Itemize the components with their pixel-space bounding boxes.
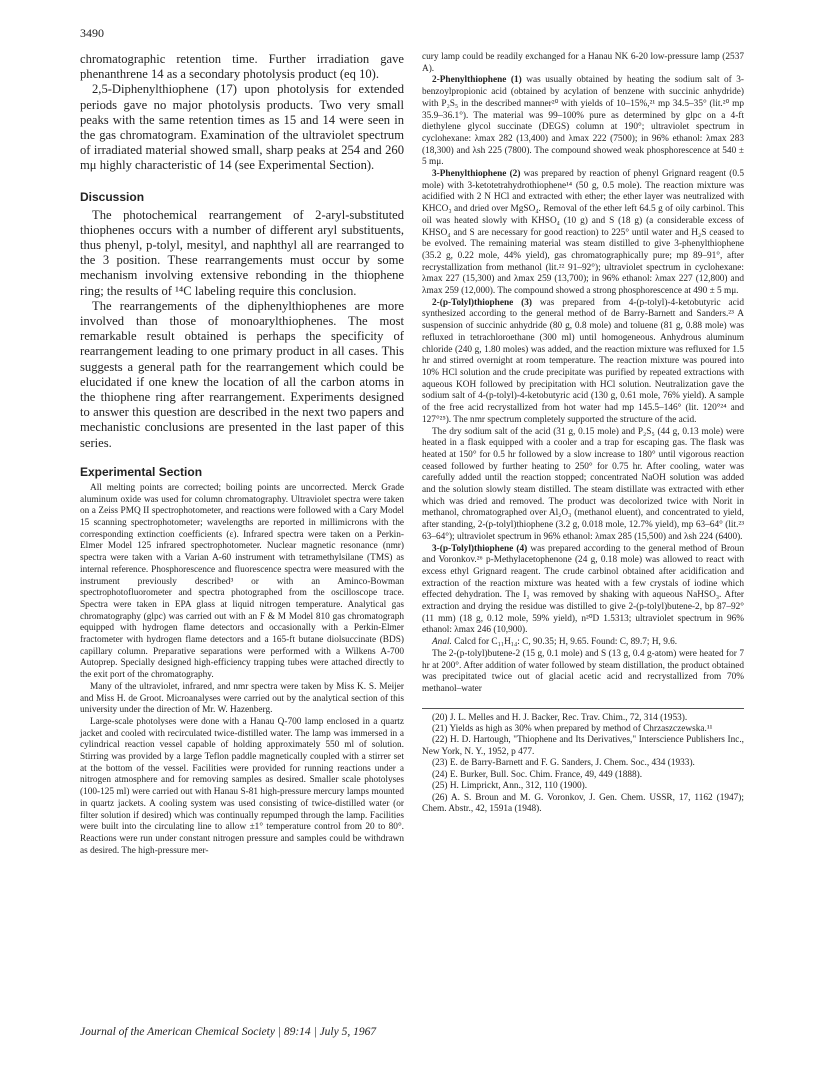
right-column: [422, 52, 744, 815]
analysis-label: Anal.: [432, 637, 452, 648]
body-paragraph: 2,5-Diphenylthiophene (17) upon photolysis for extended periods gave no major photolysis products. Two very small peaks with the same retention times as 15 and 14 were seen in the gas chromatogram. Examination of the ultraviolet spectrum of irradiated material showed small, sharp peaks at 254 and 260 mμ highly characteristic of 14 (see Experimental Section).: [80, 82, 404, 173]
footnote: (24) E. Burker, Bull. Soc. Chim. France, 49, 449 (1888).: [432, 769, 643, 780]
footnote: (21) Yields as high as 30% when prepared by method of Chrzaszczewska.¹¹: [432, 724, 713, 735]
body-paragraph: The photochemical rearrangement of 2-aryl-substituted thiophenes occurs with a number of different aryl substituents, thus phenyl, p-tolyl, mesityl, and naphthyl all are rearranged to the 3 position. These rearrangements must occur by some mechanism involving extensive rebonding in the thiophene ring; the results of ¹⁴C labeling require this conclusion.: [80, 207, 404, 298]
discussion-heading: Discussion: [80, 189, 145, 204]
closing-paragraph: The 2-(p-tolyl)butene-2 (15 g, 0.1 mole) and S (13 g, 0.4 g-atom) were heated for 7 hr at 200°. After addition of water followed by steam distillation, the product obtained was precipitated twice out of glacial acetic acid and recrystallized from 70% methanol–water: [422, 648, 744, 694]
footnote: (20) J. L. Melles and H. J. Backer, Rec. Trav. Chim., 72, 314 (1953).: [432, 712, 688, 723]
compound-heading: 2-Phenylthiophene (1): [432, 75, 522, 86]
experimental-paragraph: All melting points are corrected; boiling points are uncorrected. Merck Grade aluminum oxide was used for column chromatography. Ultraviolet spectra were taken on a Zeiss PMQ II spectrophotometer, and reactions were followed with a Cary Model 15 scanning spectrophotometer; wavelengths are reported in millimicrons with the corresponding extinction coefficients (ε). Infrared spectra were taken on a Perkin-Elmer Model 125 infrared spectrophotometer. Nuclear magnetic resonance (nmr) spectra were taken with a Varian A-60 instrument with tetramethylsilane (TMS) as internal reference. Phosphorescence and fluorescence spectra were measured with the instrument previously described³ or with an Aminco-Bowman spectrophotofluorometer and spectra photographed from the oscilloscope trace. Spectra were taken in EPA glass at liquid nitrogen temperature. Analytical gas chromatography (glpc) was carried out with an F & M Model 810 gas chromatograph equipped with hydrogen flame detectors and occasionally with a Perkin-Elmer fractometer with hydrogen flame detectors and a 165-ft butane diolsuccinate (BDS) capillary column. Preparative separations were performed with a Wilkens A-700 Autoprep. Specially designed high-efficiency trapping tubes were attached directly to the exit port of the chromatography.: [80, 482, 404, 681]
compound-text: was prepared from 4-(p-tolyl)-4-ketobutyric acid synthesized according to the general method of de Barry-Barnett and Sanders.²³ A suspension of succinic anhydride (80 g, 0.8 mole) and toluene (81 g, 0.88 mole) was refluxed in tetrachloroethane (300 ml) until homogeneous. Anhydrous aluminum chloride (240 g, 1.80 moles) was added, and the reaction mixture was refluxed for 1.5 hr and stirred overnight at room temperature. The reaction mixture was poured into 10% HCl solution and the crude precipitate was purified by repeated extractions with aqueous KOH followed by precipitation with HCl solution. Neutralization gave the sodium salt of 4-(p-tolyl)-4-ketobutyric acid (130 g, 0.61 mole, 76% yield). A sample of the free acid recrystallized from hot water had mp 145.5–146° (lit. 120°²⁴ and 127°²⁵). The nmr spectrum completely supported the structure of the acid.: [422, 297, 744, 425]
footnote: (25) H. Limprickt, Ann., 312, 110 (1900).: [432, 781, 588, 792]
experimental-heading: Experimental Section: [80, 464, 203, 479]
compound-text: was prepared by reaction of phenyl Grignard reagent (0.5 mole) with 3-ketotetrahydrothiophene¹⁴ (50 g, 0.5 mole). The reaction mixture was acidified with 2 N HCl and extracted with ether; the ether layer was neutralized with KHCO₃ and dried over MgSO₄. Removal of the ether left 64.5 g of oily carbinol. This oil was heated slowly with KHSO₄ (10 g) and S (18 g) (a considerable excess of KHSO₄ and S are necessary for good reaction) to 225° until water and H₂S ceased to be evolved. The remaining material was steam distilled to give 3-phenylthiophene (35.2 g, 0.22 mole, 44% yield), gas chromatographically pure; mp 89–91°, after recrystallization from methanol (lit.²² 91–92°); ultraviolet spectrum in cyclohexane: λmax 227 (15,300) and λmax 259 (13,700); in 96% ethanol: λmax 227 (12,800) and λmax 259 (12,000). The compound showed a strong phosphorescence at 490 ± 5 mμ.: [422, 169, 744, 297]
footnote: (26) A. S. Broun and M. G. Voronkov, J. Gen. Chem. USSR, 17, 1162 (1947); Chem. Abstr., 42, 1591a (1948).: [422, 792, 744, 814]
footnotes: [422, 708, 744, 816]
compound-entry: [422, 298, 744, 427]
compound-heading: 2-(p-Tolyl)thiophene (3): [432, 297, 533, 308]
compound-entry: [422, 75, 744, 169]
experimental-paragraph: Large-scale photolyses were done with a Hanau Q-700 lamp enclosed in a quartz jacket and cooled with recirculated twice-distilled water. The lamp was immersed in a cylindrical reaction vessel capable of holding approximately 550 ml of solution. Stirring was provided by a large Teflon paddle magnetically coupled with a stirrer set at the bottom of the vessel. Facilities were provided for running reactions under a nitrogen atmosphere and for removing samples as desired. Smaller scale photolyses (100-125 ml) were carried out with Hanau S-81 high-pressure mercury lamps mounted in quartz jackets. A cooling system was used consisting of twice-distilled water (or filter solution if desired) which was continually repumped through the lamp. Facilities were built into the circulating line to allow ±1° temperature control from 20 to 80°. Reactions were run under constant nitrogen pressure and samples could be withdrawn as desired. The high-pressure mer-: [80, 716, 404, 856]
journal-footer: Journal of the American Chemical Society | 89:14 | July 5, 1967: [80, 1026, 377, 1038]
body-paragraph: chromatographic retention time. Further irradiation gave phenanthrene 14 as a secondary photolysis product (eq 10).: [80, 52, 404, 82]
page-number: 3490: [80, 26, 104, 40]
compound-text: was usually obtained by heating the sodium salt of 3-benzoylpropionic acid (obtained by acylation of benzene with succinic anhydride) with P₂S₅ in the described manner²⁰ with yields of 10–15%,²¹ mp 34.5–35° (lit.²⁰ mp 35.9–36.1°). The material was 99–100% pure as determined by glpc on a 4-ft diethylene glycol succinate (DEGS) column at 190°; ultraviolet spectrum in cyclohexane: λmax 282 (13,400) and λmax 222 (7500); in 96% ethanol: λmax 283 (18,300) and λsh 225 (7800). The compound showed weak phosphorescence at 540 ± 5 mμ.: [422, 75, 744, 168]
compound-text: The dry sodium salt of the acid (31 g, 0.15 mole) and P₂S₅ (44 g, 0.13 mole) were heated in a flask equipped with a cooler and a trap for escaping gas. The flask was heated at 150° for 0.5 hr followed by a slow increase to 180° until vigorous reaction ceased followed by further heating to 250° for 0.75 hr. After cooling, water was carefully added until the reaction stopped; concentrated NaOH solution was added and the solution slowly steam distilled. The steam distillate was extracted with ether which was dried and removed. The product was decolorized twice with Norit in methanol, chromatographed over Al₂O₃ (methanol eluent), and concentrated to yield, after standing, 2-(p-tolyl)thiophene (3.2 g, 0.018 mole, 12.7% yield), mp 63–64° (lit.²³ 63–64°); ultraviolet spectrum in 96% ethanol: λmax 285 (15,500) and λsh 224 (6400).: [422, 426, 744, 542]
compound-entry: [422, 169, 744, 298]
compound-heading: 3-Phenylthiophene (2): [432, 169, 521, 180]
experimental-paragraph: Many of the ultraviolet, infrared, and nmr spectra were taken by Miss K. S. Meijer and Miss H. de Groot. Microanalyses were carried out by the analytical section of this university under the direction of Mr. W. Hazenberg.: [80, 681, 404, 716]
footnote: (22) H. D. Hartough, "Thiophene and Its Derivatives," Interscience Publishers Inc., New York, N. Y., 1952, p 477.: [422, 735, 744, 757]
analysis-text: Calcd for C₁₁H₁₄: C, 90.35; H, 9.65. Found: C, 89.7; H, 9.6.: [451, 637, 678, 648]
compound-heading: 3-(p-Tolyl)thiophene (4): [432, 543, 528, 554]
footnote: (23) E. de Barry-Barnett and F. G. Sanders, J. Chem. Soc., 434 (1933).: [432, 758, 695, 769]
body-paragraph: The rearrangements of the diphenylthiophenes are more involved than those of monoarylthiophenes. The most remarkable result obtained is perhaps the specificity of rearrangement leading to one primary product in all cases. This suggests a general path for the rearrangement which could be elucidated if one knew the location of all the carbon atoms in the thiophene ring after rearrangement. Experiments designed to answer this question are described in the next two papers and mechanistic conclusions are presented in the last paper of this series.: [80, 298, 404, 450]
compound-entry: [422, 544, 744, 638]
analysis-line: [422, 637, 744, 649]
compound-text: was prepared according to the general method of Broun and Voronkov.²⁶ p-Methylacetophenone (24 g, 0.18 mole) was allowed to react with excess ethyl Grignard reagent. The crude carbinol obtained after acidification and extraction of the reaction mixture was heated with a few crystals of iodine which effected dehydration. The I₂ was removed by shaking with aqueous NaHSO₃. After extraction and drying the residue was distilled to give 2-(p-tolyl)butene-2, bp 87–92° (11 mm) (18 g, 0.12 mole, 59% yield), n²⁰D 1.5313; ultraviolet spectrum in 96% ethanol: λmax 246 (10,900).: [422, 543, 744, 636]
left-column: [80, 52, 404, 857]
compound-entry: [422, 427, 744, 544]
lead-text: cury lamp could be readily exchanged for a Hanau NK 6-20 low-pressure lamp (2537 A).: [422, 52, 744, 74]
